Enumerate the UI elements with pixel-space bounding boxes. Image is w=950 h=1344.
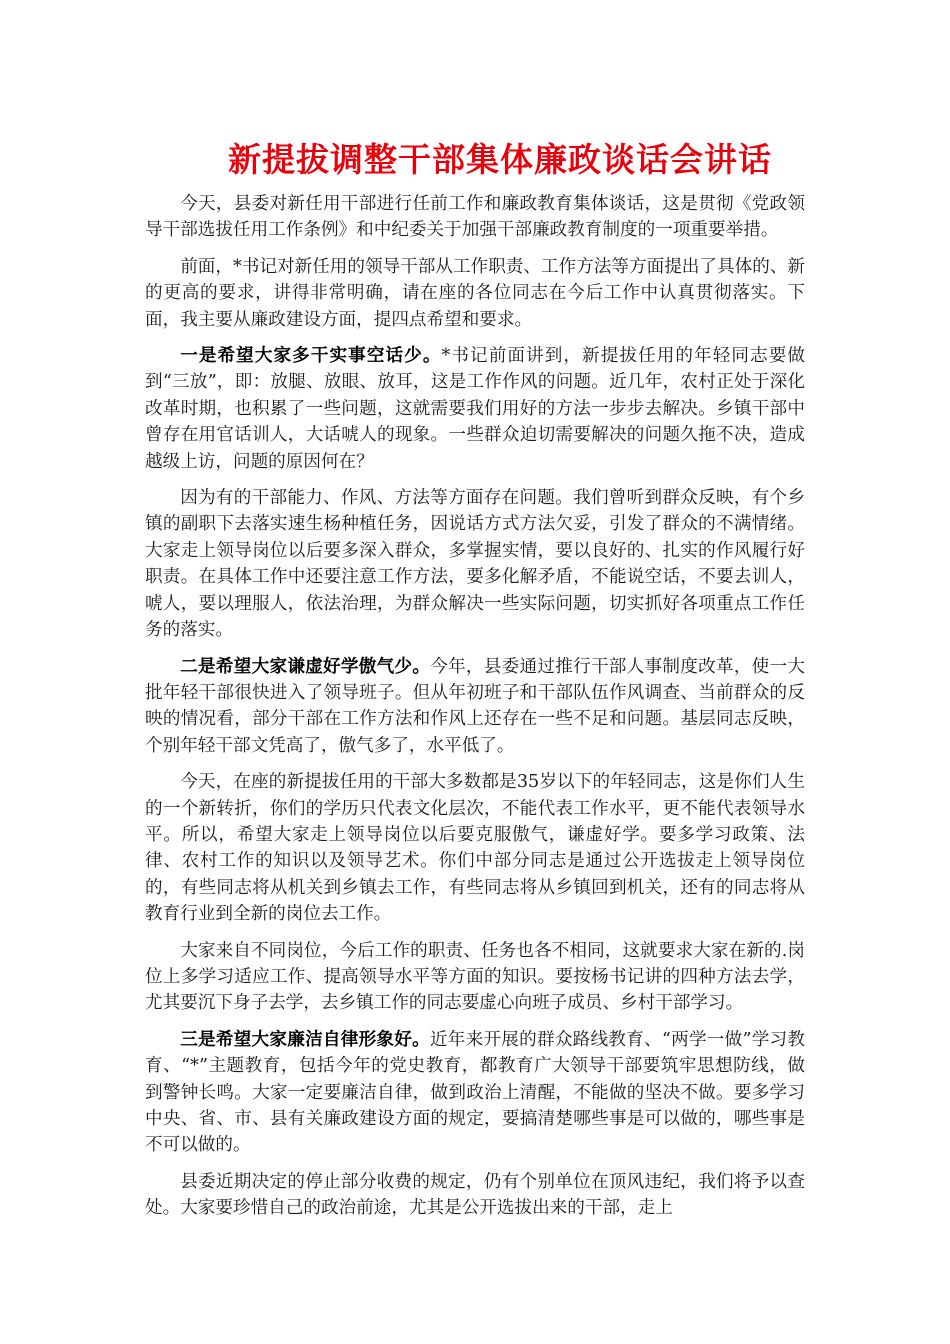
paragraph-9: [145, 1169, 805, 1222]
paragraph-1: [145, 191, 805, 244]
paragraph-6: [145, 769, 805, 927]
paragraph-lead: 二是希望大家谦虚好学傲气少。: [180, 655, 431, 677]
paragraph-text: 今年，县委通过推行干部人事制度改革，使一大批年轻干部很快进入了领导班子。但从年初班子和干部队伍作风调查、当前群众的反映的情况看，部分干部在工作方法和作风上还存在一些不足和问题。基层同志反映，个别年轻干部文凭高了，傲气多了，水平低了。: [145, 656, 805, 756]
paragraph-lead: 一是希望大家多干实事空话少。: [180, 345, 442, 367]
paragraph-text: 前面，*书记对新任用的领导干部从工作职责、工作方法等方面提出了具体的、新的更高的要求，讲得非常明确，请在座的各位同志在今后工作中认真贯彻落实。下面，我主要从廉政建设方面，提四点希望和要求。: [145, 256, 805, 330]
paragraph-5: [145, 654, 805, 760]
paragraph-lead: 三是希望大家廉洁自律形象好。: [180, 1028, 430, 1050]
paragraph-text: 今天，县委对新任用干部进行任前工作和廉政教育集体谈话，这是贯彻《党政领导干部选拔任用工作条例》和中纪委关于加强干部廉政教育制度的一项重要举措。: [145, 194, 805, 241]
paragraph-8: [145, 1027, 805, 1159]
paragraph-text: 近年来开展的群众路线教育、“两学一做”学习教育、“*”主题教育，包括今年的党史教育，都教育广大领导干部要筑牢思想防线，做到警钟长鸣。大家一定要廉洁自律，做到政治上清醒，不能做的坚决不做。要多学习中央、省、市、县有关廉政建设方面的规定，要搞清楚哪些事是可以做的，哪些事是不可以做的。: [145, 1029, 805, 1156]
paragraph-text: 县委近期决定的停止部分收费的规定，仍有个别单位在顶风违纪，我们将予以查处。大家要珍惜自己的政治前途，尤其是公开选拔出来的干部，走上: [145, 1171, 805, 1219]
paragraph-text: 今天，在座的新提拔任用的干部大多数都是35岁以下的年轻同志，这是你们人生的一个新转折，你们的学历只代表文化层次，不能代表工作水平，更不能代表领导水平。所以，希望大家走上领导岗位以后要克服傲气，谦虚好学。要多学习政策、法律、农村工作的知识以及领导艺术。你们中部分同志是通过公开选拔走上领导岗位的，有些同志将从机关到乡镇去工作，有些同志将从乡镇回到机关，还有的同志将从教育行业到全新的岗位去工作。: [145, 772, 805, 925]
paragraph-text: 大家来自不同岗位，今后工作的职责、任务也各不相同，这就要求大家在新的.岗位上多学习适应工作、提高领导水平等方面的知识。要按杨书记讲的四种方法去学，尤其要沉下身子去学，去乡镇工作的同志要虚心向班子成员、乡村干部学习。: [145, 940, 805, 1014]
paragraph-text: 因为有的干部能力、作风、方法等方面存在问题。我们曾听到群众反映，有个乡镇的副职下去落实速生杨种植任务，因说话方式方法欠妥，引发了群众的不满情绪。大家走上领导岗位以后要多深入群众，多掌握实情，要以良好的、扎实的作风履行好职责。在具体工作中还要注意工作方法，要多化解矛盾，不能说空话，不要去训人，唬人，要以理服人，依法治理，为群众解决一些实际问题，切实抓好各项重点工作任务的落实。: [145, 488, 805, 641]
document-body: [145, 191, 805, 1232]
paragraph-3: [145, 343, 805, 475]
document-title: 新提拔调整干部集体廉政谈话会讲话: [228, 140, 772, 179]
paragraph-2: [145, 254, 805, 333]
paragraph-4: [145, 485, 805, 643]
paragraph-text: *书记前面讲到，新提拔任用的年轻同志要做到“三放”，即：放腿、放眼、放耳，这是工作作风的问题。近几年，农村正处于深化改革时期，也积累了一些问题，这就需要我们用好的方法一步步去解决。乡镇干部中曾存在用官话训人，大话唬人的现象。一些群众迫切需要解决的问题久拖不决，造成越级上访，问题的原因何在？: [145, 346, 805, 472]
paragraph-7: [145, 938, 805, 1017]
